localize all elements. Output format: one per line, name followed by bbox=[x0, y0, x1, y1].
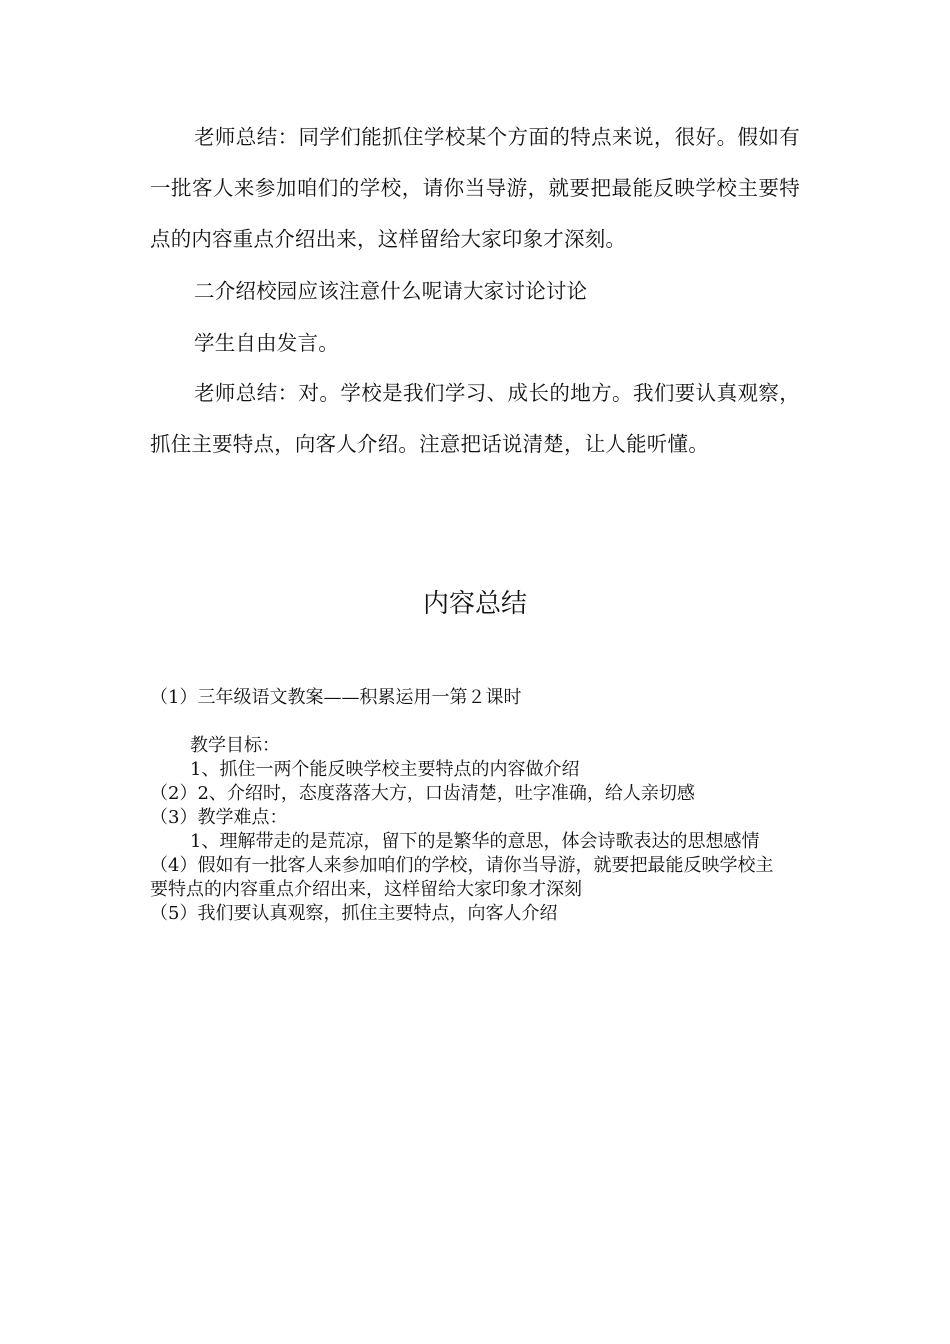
summary-item-5: （5）我们要认真观察，抓住主要特点，向客人介绍 bbox=[150, 903, 558, 924]
paragraph-teacher-summary-1: 老师总结：同学们能抓住学校某个方面的特点来说，很好。假如有一批客人来参加咱们的学校，请你当导游，就要把最能反映学校主要特点的内容重点介绍出来，这样留给大家印象才深刻。 bbox=[150, 125, 800, 251]
summary-item-1: （1）三年级语文教案——积累运用一第２课时 bbox=[150, 687, 522, 708]
summary-item-3: （3）教学难点： bbox=[150, 807, 288, 828]
paragraph-student-speech: 学生自由发言。 bbox=[194, 331, 339, 355]
summary-goal-1: 1、抓住一两个能反映学校主要特点的内容做介绍 bbox=[190, 759, 580, 780]
summary-item-4: （4）假如有一批客人来参加咱们的学校，请你当导游，就要把最能反映学校主要特点的内容重点介绍出来，这样留给大家印象才深刻 bbox=[150, 855, 774, 900]
summary-item-2: （2）2、介绍时，态度落落大方，口齿清楚，吐字准确，给人亲切感 bbox=[150, 783, 695, 804]
summary-difficulty-1: 1、理解带走的是荒凉，留下的是繁华的意思，体会诗歌表达的思想感情 bbox=[190, 831, 760, 852]
summary-list bbox=[150, 734, 790, 926]
summary-goal-label: 教学目标： bbox=[190, 735, 280, 756]
paragraph-discussion-prompt: 二介绍校园应该注意什么呢请大家讨论讨论 bbox=[194, 279, 588, 303]
paragraph-teacher-summary-2: 老师总结：对。学校是我们学习、成长的地方。我们要认真观察，抓住主要特点，向客人介绍。注意把话说清楚，让人能听懂。 bbox=[150, 381, 800, 456]
summary-section-title: 内容总结 bbox=[422, 589, 527, 619]
